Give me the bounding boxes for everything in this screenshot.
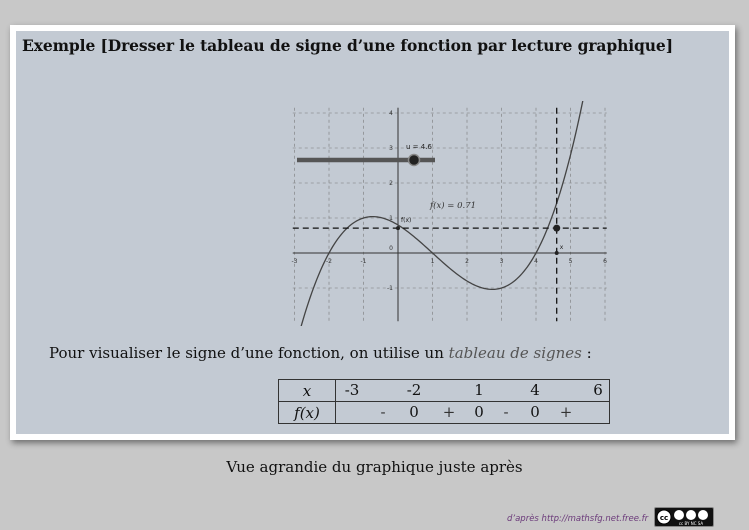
graph-markers — [293, 108, 607, 322]
x-tick-label: -3 — [291, 258, 298, 265]
graph-axes — [293, 108, 607, 322]
x-tick-label: -2 — [326, 258, 332, 265]
sign-table-x-value: -2 — [406, 381, 422, 399]
x-tick-label: 6 — [603, 258, 607, 265]
x-tick-label: 2 — [465, 258, 469, 265]
sign-table-x-value: 4 — [530, 381, 540, 399]
svg-text:cc: cc — [659, 514, 669, 522]
u-slider[interactable] — [297, 143, 435, 166]
x-tick-label: -1 — [360, 258, 367, 265]
sign-table-x-value: 1 — [474, 381, 484, 399]
cc-license-badge — [654, 507, 714, 527]
sign-table-fx-label: f(x) — [279, 402, 336, 424]
curve-point — [553, 225, 560, 232]
function-graph[interactable] — [270, 101, 650, 326]
x-point-label: x — [559, 244, 564, 251]
sign-table-x-values — [336, 380, 610, 402]
sign-table-x-value: 6 — [593, 381, 603, 399]
slider-label: u = 4.6 — [406, 143, 432, 151]
fx-point-label: f(x) — [401, 217, 412, 225]
origin-label: 0 — [389, 245, 393, 252]
y-tick-label: 4 — [389, 110, 393, 117]
fx-point — [396, 226, 400, 230]
sign-table-row-fx — [279, 402, 610, 424]
x-tick-label: 3 — [499, 258, 504, 265]
y-tick-label: -1 — [387, 285, 393, 292]
sign-table — [278, 379, 610, 424]
intro-text — [49, 344, 592, 362]
y-tick-label: 2 — [389, 180, 393, 187]
y-tick-label: 3 — [389, 145, 393, 152]
sign-table-sign: - — [503, 403, 509, 421]
y-tick-label: 1 — [389, 215, 393, 222]
fx-value-annotation: f(x) = 0.71 — [430, 201, 477, 211]
credit-link[interactable]: d’après http://mathsfg.net.free.fr — [507, 514, 649, 524]
sign-table-zero: 0 — [530, 403, 540, 421]
x-tick-label: 5 — [568, 258, 573, 265]
x-tick-label: 4 — [534, 258, 538, 265]
sign-table-sign: + — [442, 403, 456, 421]
graph-grid — [293, 108, 607, 322]
sign-table-x-value: -3 — [344, 381, 360, 399]
slider-knob — [409, 155, 420, 166]
sign-table-zero: 0 — [474, 403, 484, 421]
x-point — [555, 251, 559, 255]
sign-table-zero: 0 — [409, 403, 419, 421]
slide-title: Exemple [Dresser le tableau de signe d’une fonction par lecture graphique] — [22, 36, 673, 55]
slide-content — [16, 31, 729, 434]
sign-table-x-label: x — [279, 380, 336, 402]
slide-frame — [10, 25, 735, 440]
intro-text-end: : — [581, 344, 592, 362]
sign-table-row-x — [279, 380, 610, 402]
function-curve — [295, 101, 606, 326]
cc-license-text: cc BY NC SA — [678, 521, 704, 526]
intro-text-italic: tableau de signes — [448, 344, 582, 362]
sign-table-signs — [336, 402, 610, 424]
intro-text-main: Pour visualiser le signe d’une fonction, on utilise un — [49, 344, 444, 362]
caption: Vue agrandie du graphique juste après — [226, 458, 523, 476]
x-tick-label: 1 — [430, 258, 435, 265]
sign-table-sign: - — [380, 403, 386, 421]
sign-table-sign: + — [559, 403, 573, 421]
